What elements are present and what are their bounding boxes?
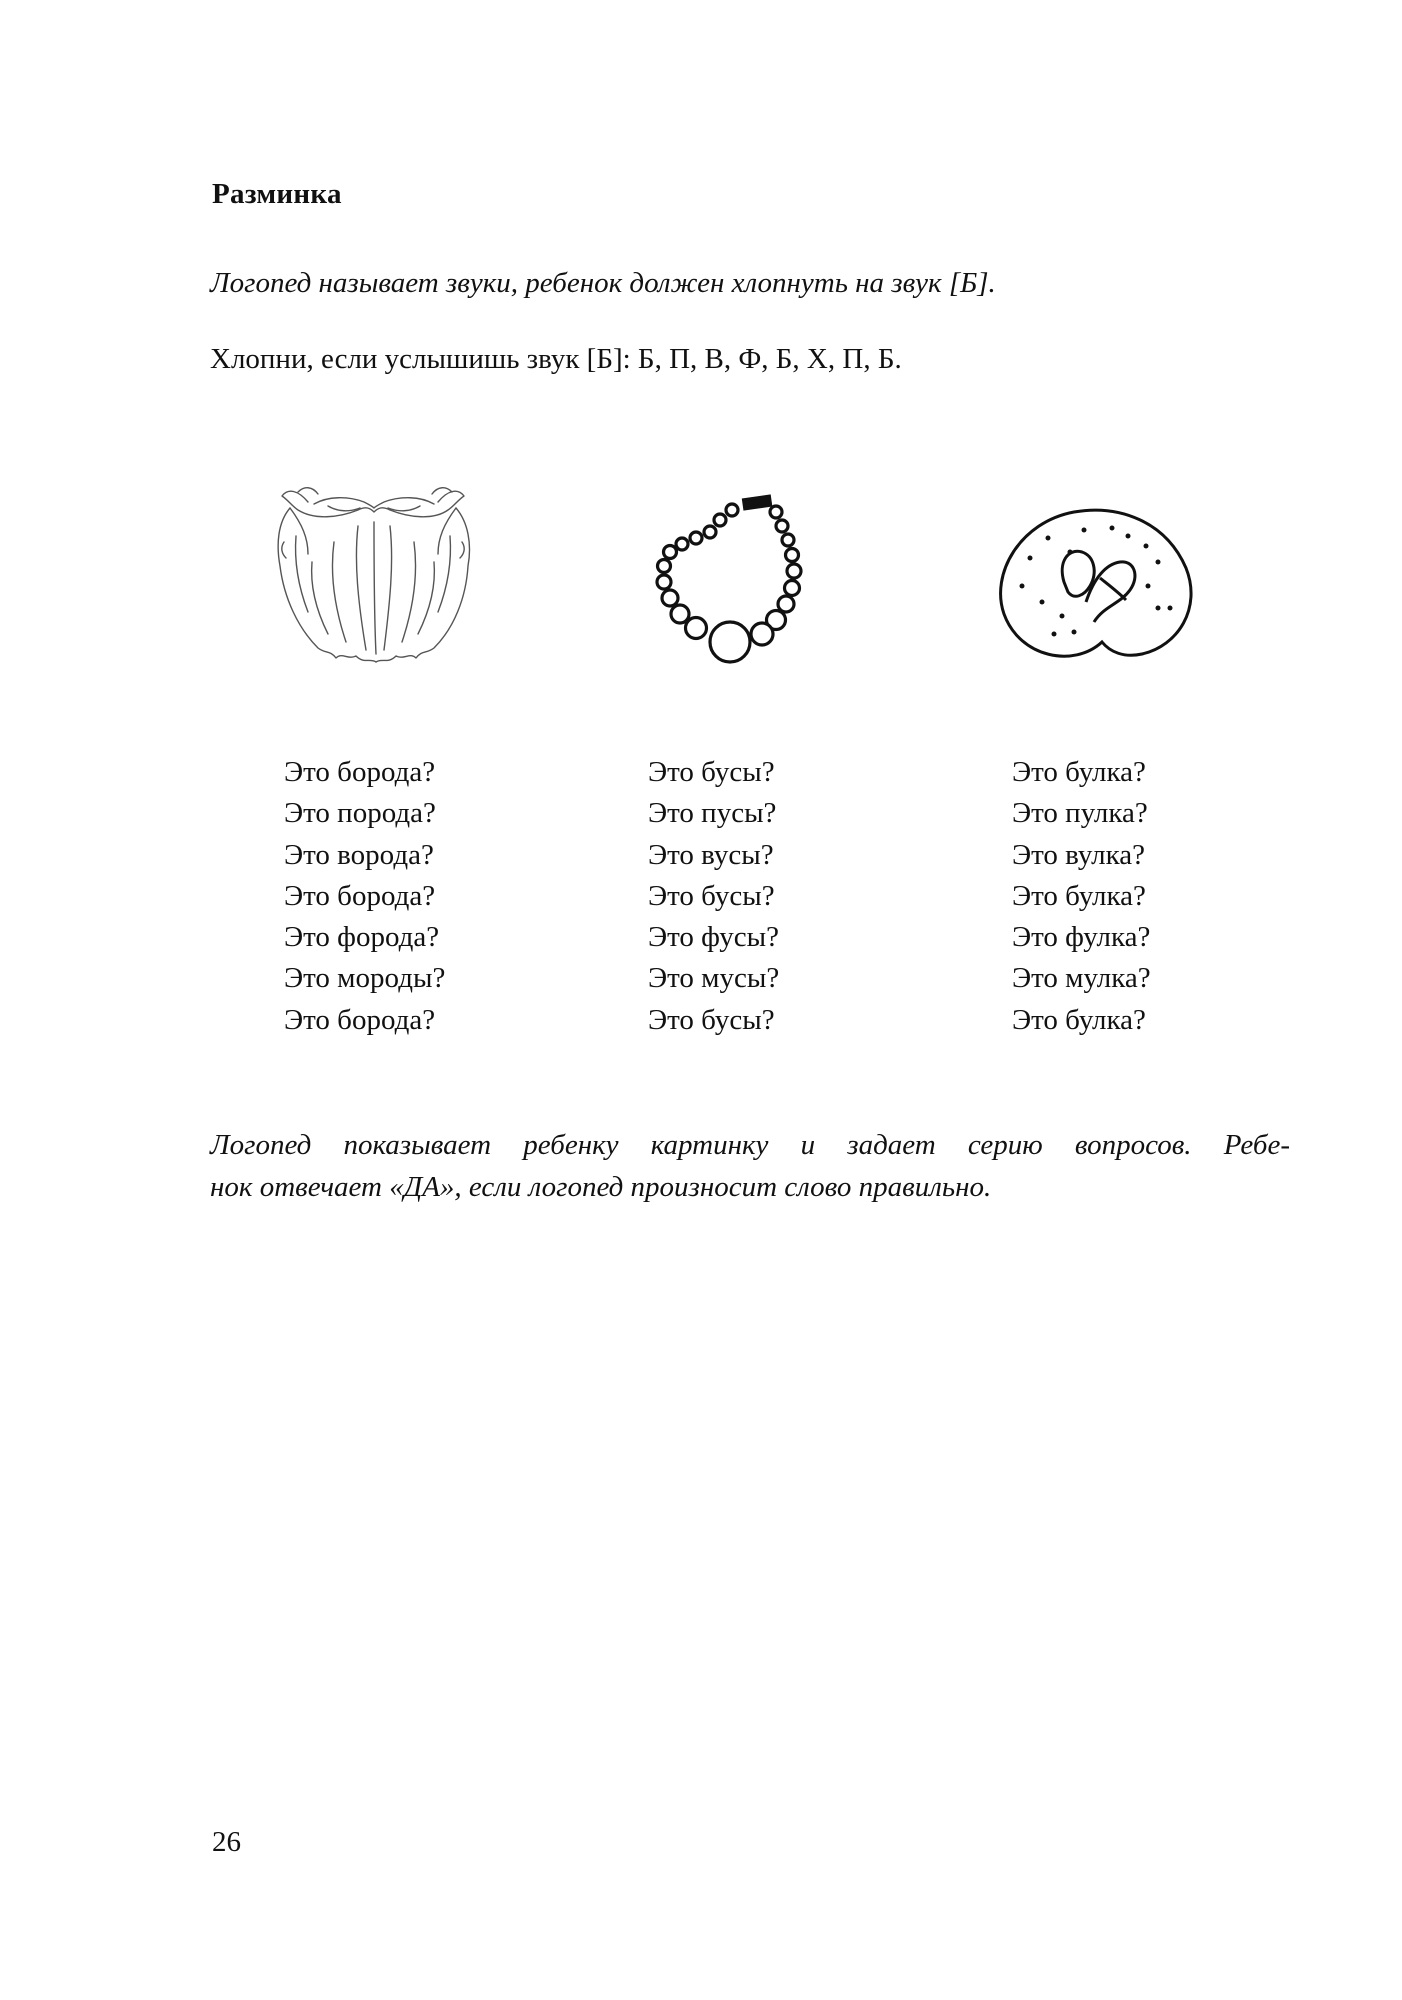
beads-icon [630, 482, 840, 682]
questions-column-bagel [1012, 752, 1151, 1041]
task-clap-sounds: Хлопни, если услышишь звук [Б]: Б, П, В, Ф, Б, Х, П, Б. [210, 343, 902, 375]
instruction-line: Логопед показывает ребенку картинку и задает серию вопросов. Ребе- [210, 1129, 1290, 1161]
bagel-icon [990, 482, 1200, 682]
question-line: Это бусы? [648, 756, 775, 788]
question-line: Это мороды? [284, 962, 446, 995]
instruction-line: нок отвечает «ДА», если логопед произносит слово правильно. [210, 1171, 992, 1203]
question-line: Это вусы? [648, 838, 774, 871]
question-line: Это фулка? [1012, 921, 1151, 954]
question-line: Это пусы? [648, 797, 777, 830]
question-line: Это булка? [1012, 756, 1146, 788]
page-number: 26 [212, 1826, 241, 1858]
section-heading: Разминка [212, 178, 342, 210]
question-line: Это мусы? [648, 962, 780, 995]
question-line: Это фусы? [648, 921, 779, 954]
question-line: Это булка? [1012, 879, 1146, 912]
question-line: Это пулка? [1012, 797, 1148, 830]
beard-icon [268, 482, 478, 682]
question-line: Это бусы? [648, 1003, 775, 1036]
question-line: Это порода? [284, 797, 436, 830]
question-line: Это булка? [1012, 1003, 1146, 1036]
question-line: Это борода? [284, 1003, 436, 1036]
question-line: Это ворода? [284, 838, 434, 871]
instruction-clap: Логопед называет звуки, ребенок должен хлопнуть на звук [Б]. [210, 267, 996, 299]
question-line: Это форода? [284, 921, 440, 954]
questions-column-beard [284, 752, 445, 1041]
question-line: Это мулка? [1012, 962, 1151, 995]
instruction-questions [210, 1124, 1290, 1208]
question-line: Это вулка? [1012, 838, 1145, 871]
question-line: Это борода? [284, 756, 436, 788]
questions-column-beads [648, 752, 779, 1041]
question-line: Это борода? [284, 879, 436, 912]
question-line: Это бусы? [648, 879, 775, 912]
